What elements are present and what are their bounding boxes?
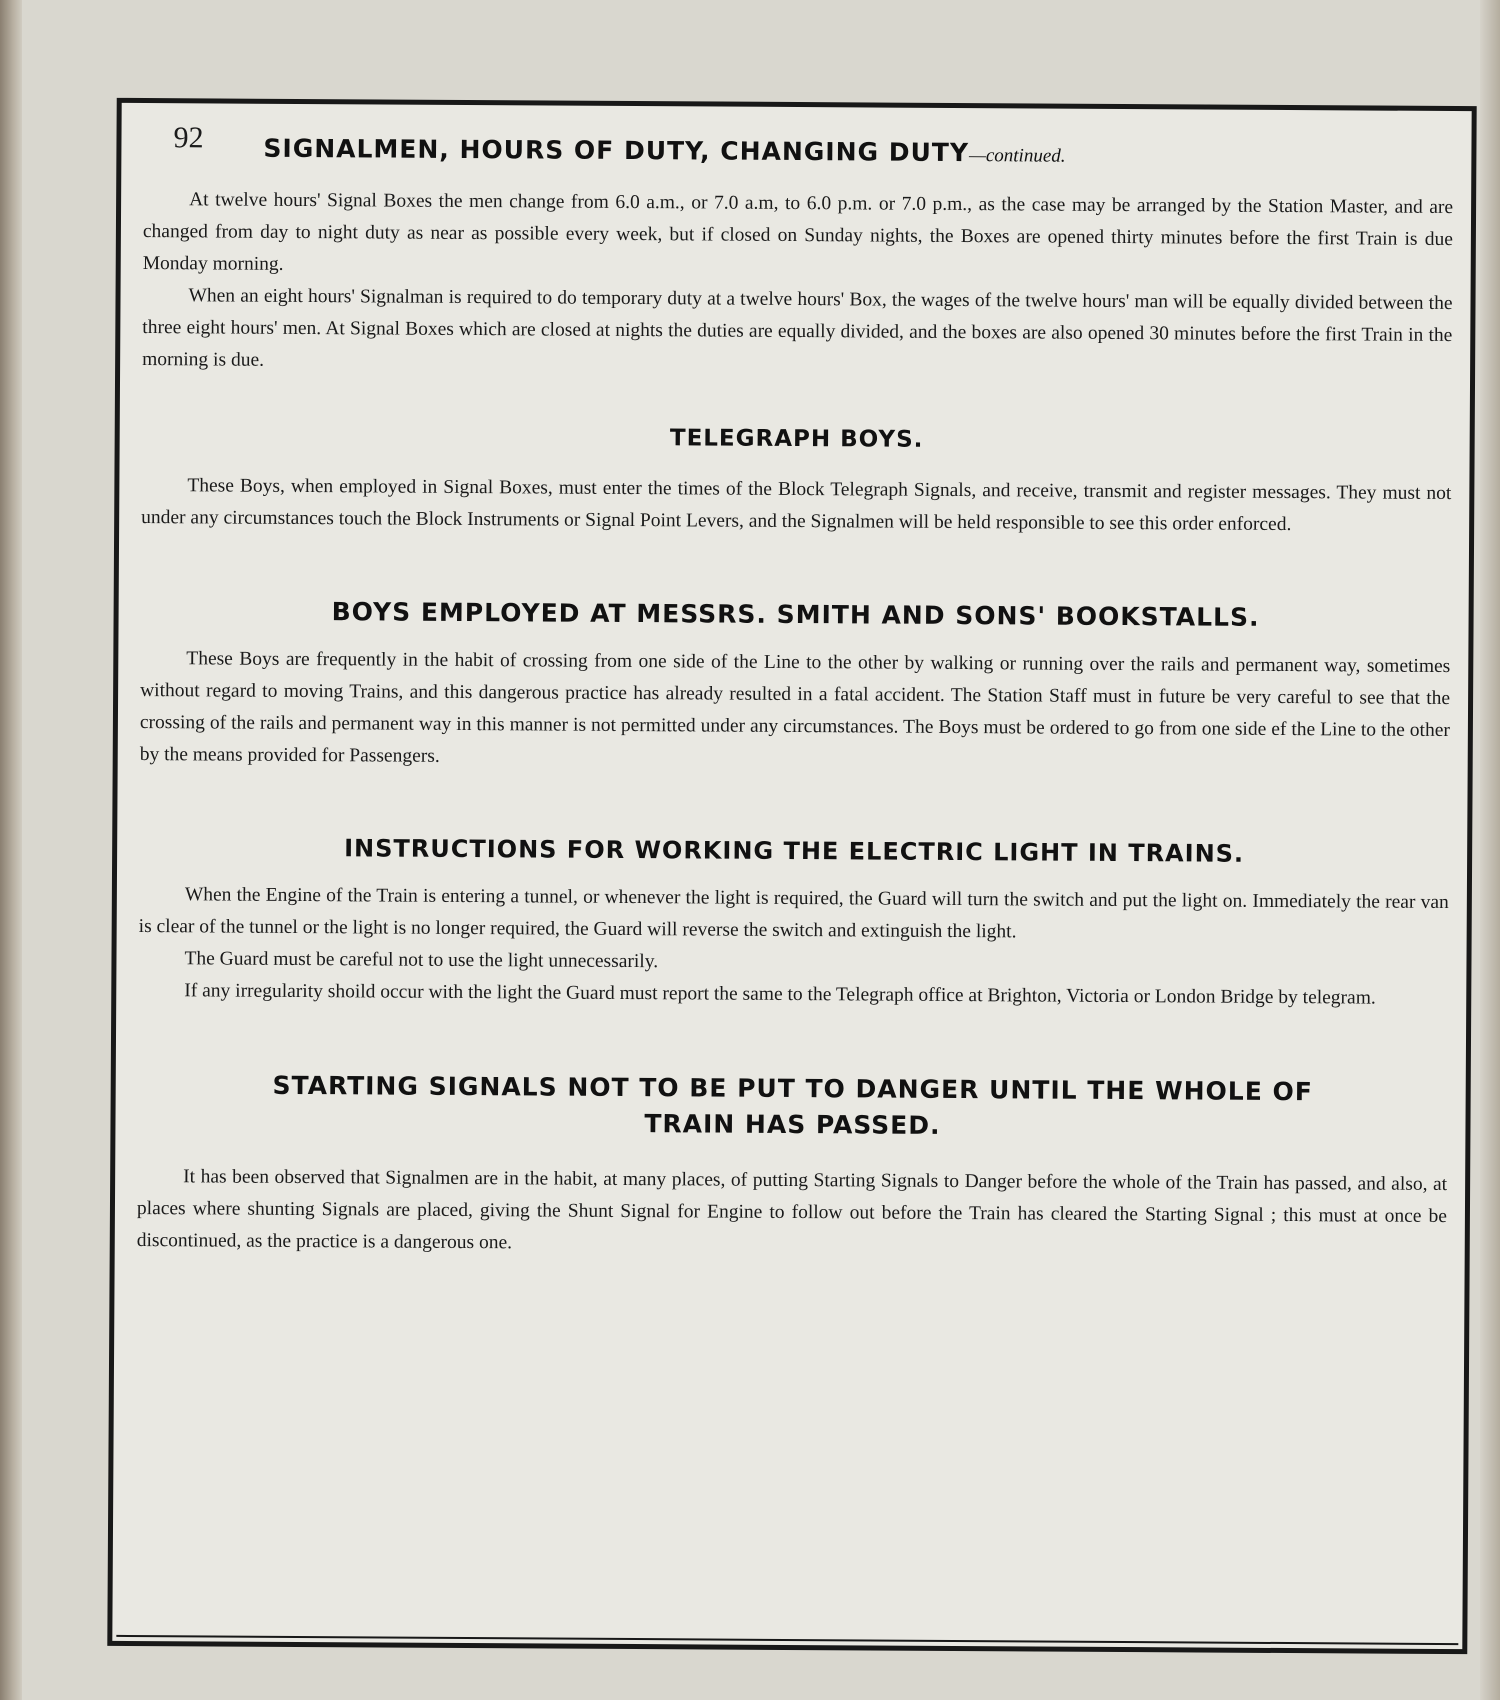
section-heading: BOYS EMPLOYED AT MESSRS. SMITH AND SONS' BOOKSTALLS. [331,597,1260,632]
heading-line: TRAIN HAS PASSED. [644,1109,941,1140]
paragraph: The Guard must be careful not to use the light unnecessarily. [184,948,659,973]
section-electric-light [138,833,1449,1015]
section-starting-signals [137,1067,1448,1265]
book-binding-edge [0,0,22,1700]
section-heading [137,1067,1447,1147]
page-frame [107,98,1476,1654]
section-signalmen-hours [142,133,1453,384]
heading-line: STARTING SIGNALS NOT TO BE PUT TO DANGER UNTIL THE WHOLE OF [272,1070,1313,1107]
section-heading: TELEGRAPH BOYS. [669,425,924,453]
paragraph: These Boys are frequently in the habit of crossing from one side of the Line to the other by walking or running over the rails and permanent way, sometimes without regard to moving Trains, and this dangerous practice has already resulted in a fatal accident. The Station Staff must in future be very careful to see that the crossing of the rails and permanent way in this manner is not permitted under any circumstances. The Boys must be ordered to go from one side ef the Line to the other by the means provided for Passengers. [139,648,1451,767]
paragraph: It has been observed that Signalmen are in the habit, at many places, of putting Starting Signals to Danger before the whole of the Train has passed, and also, at places where shunting Signals are placed, giving the Shunt Signal for Engine to follow out before the Train has cleared the Starting Signal ; this must at once be discontinued, as the practice is a dangerous one. [136,1166,1448,1254]
section-heading: INSTRUCTIONS FOR WORKING THE ELECTRIC LIGHT IN TRAINS. [344,834,1245,868]
heading-continued: —continued. [968,145,1066,167]
page-number: 92 [173,121,204,155]
paragraph: If any irregularity shoild occur with the light the Guard must report the same to the Telegraph office at Brighton, Victoria or London Bridge by telegram. [184,980,1376,1009]
section-telegraph-boys [141,422,1452,542]
paragraph: At twelve hours' Signal Boxes the men change from 6.0 a.m., or 7.0 a.m, to 6.0 p.m. or 7.0 p.m., as the case may be arranged by the Station Master, and are changed from day to night duty as near as possible every week, but if closed on Sunday nights, the Boxes are opened thirty minutes before the first Train is due Monday morning. [142,189,1454,275]
adjacent-page-edge [1480,0,1500,1700]
paragraph: When an eight hours' Signalman is required to do temporary duty at a twelve hours' Box, the wages of the twelve hours' man will be equally divided between the three eight hours' men. At Signal Boxes which are closed at nights the duties are equally divided, and the boxes are also opened 30 minutes before the first Train in the morning is due. [142,285,1453,371]
page-content [137,133,1454,1265]
paragraph: These Boys, when employed in Signal Boxes, must enter the times of the Block Telegraph Signals, and receive, transmit and register messages. They must not under any circumstances touch the Block Instruments or Signal Point Levers, and the Signalmen will be held responsible to see this order enforced. [141,475,1452,536]
section-heading [143,133,1453,170]
heading-text: SIGNALMEN, HOURS OF DUTY, CHANGING DUTY [263,133,970,168]
section-bookstall-boys [140,596,1451,779]
paragraph: When the Engine of the Train is entering a tunnel, or whenever the light is required, the Guard will turn the switch and put the light on. Immediately the rear van is clear of the tunnel or the light is no longer required, the Guard will reverse the switch and extinguish the light. [138,884,1449,943]
